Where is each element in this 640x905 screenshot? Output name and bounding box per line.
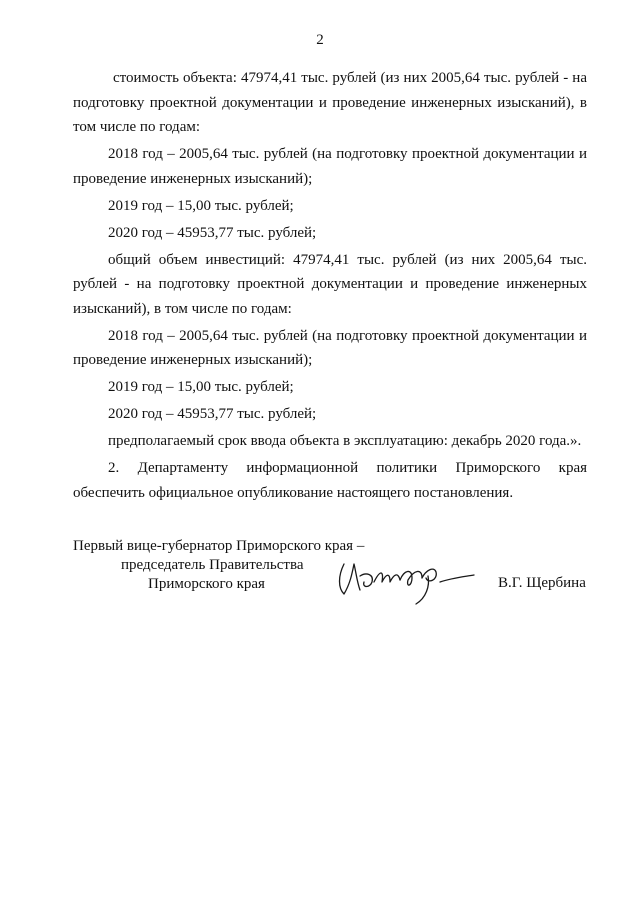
- signatory-title-line: Приморского края: [148, 576, 265, 592]
- paragraph-investment-total: общий объем инвестиций: 47974,41 тыс. рублей (из них 2005,64 тыс. рублей - на подготовку проектной документации и проведение инженерных изысканий), в том числе по годам:: [73, 251, 587, 317]
- document-body: [73, 66, 587, 508]
- signatory-title-line: Первый вице-губернатор Приморского края –: [73, 538, 365, 554]
- signatory-title-line: председатель Правительства: [121, 557, 304, 573]
- page-number: 2: [316, 32, 324, 48]
- signatory-title: [73, 537, 364, 594]
- paragraph-2019-cost: 2019 год – 15,00 тыс. рублей;: [108, 197, 294, 214]
- paragraph-2018-investment: 2018 год – 2005,64 тыс. рублей (на подготовку проектной документации и проведение инженерных изысканий);: [73, 327, 587, 368]
- signatory-name: В.Г. Щербина: [498, 575, 586, 591]
- paragraph-2020-investment: 2020 год – 45953,77 тыс. рублей;: [108, 406, 317, 422]
- paragraph-object-cost: стоимость объекта: 47974,41 тыс. рублей (из них 2005,64 тыс. рублей - на подготовку проектной документации и проведение инженерных изысканий), в том числе по годам:: [73, 70, 587, 135]
- paragraph-commissioning-date: предполагаемый срок ввода объекта в эксплуатацию: декабрь 2020 года.».: [108, 433, 582, 449]
- paragraph-2018-cost: 2018 год – 2005,64 тыс. рублей (на подготовку проектной документации и проведение инженерных изысканий);: [73, 146, 587, 187]
- paragraph-publication-order: 2. Департаменту информационной политики Приморского края обеспечить официальное опубликование настоящего постановления.: [73, 460, 587, 501]
- handwritten-signature: [330, 552, 480, 608]
- paragraph-2019-investment: 2019 год – 15,00 тыс. рублей;: [108, 379, 294, 395]
- paragraph-2020-cost: 2020 год – 45953,77 тыс. рублей;: [108, 224, 317, 241]
